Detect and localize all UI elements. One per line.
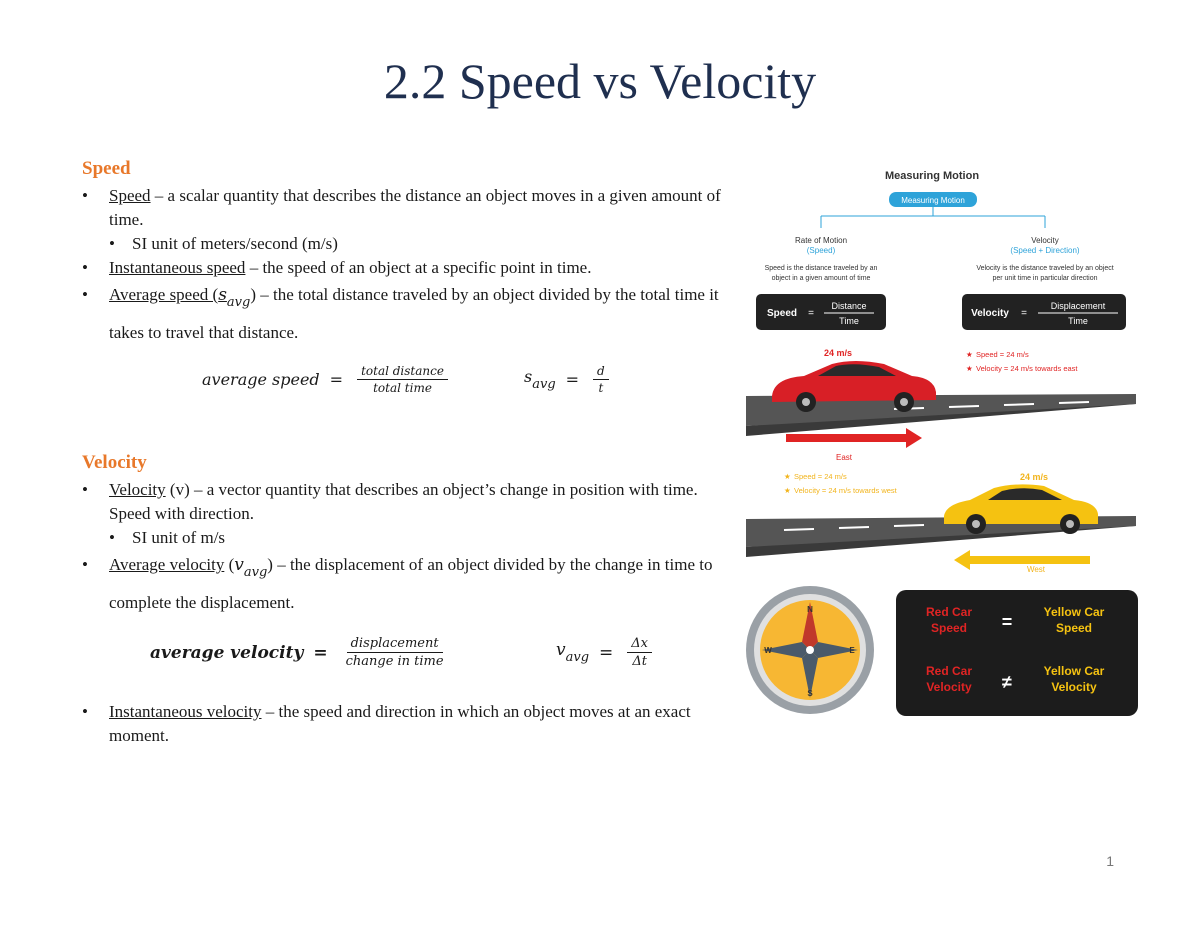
formula-lhs: average velocity xyxy=(150,642,304,663)
bullet-dot: • xyxy=(109,528,115,547)
bullet-dot: • xyxy=(82,258,88,277)
lane-mark xyxy=(839,527,869,528)
measuring-motion-infographic xyxy=(744,164,1142,720)
left-desc-line2: object in a given amount of time xyxy=(771,275,871,282)
average-velocity-open: ( xyxy=(224,555,235,574)
fraction-denominator: total time xyxy=(373,381,432,395)
bullet-dot: • xyxy=(82,702,88,721)
compass-icon xyxy=(746,586,874,714)
average-velocity-bullet xyxy=(82,550,722,618)
v-avg-formula xyxy=(556,636,656,669)
bullet-dot: • xyxy=(109,234,115,253)
left-branch-head: Rate of Motion xyxy=(794,236,848,245)
compass-n: N xyxy=(807,605,813,614)
formula-lhs-subscript: avg xyxy=(565,650,590,665)
infographic-title: Measuring Motion xyxy=(884,170,980,182)
fraction-numerator: Δx xyxy=(627,636,652,653)
box2-den: Time xyxy=(1068,316,1088,326)
box1-den: Time xyxy=(839,316,859,326)
formula-lhs xyxy=(524,367,556,392)
compass-e: E xyxy=(849,646,855,655)
left-branch-sub: (Speed) xyxy=(806,246,836,255)
bullet-dot: • xyxy=(82,186,88,205)
yellow-star-icon: ★ xyxy=(784,486,791,495)
equals-sign: = xyxy=(313,642,328,663)
s-avg-formula xyxy=(524,364,613,395)
red-star-icon: ★ xyxy=(966,364,973,373)
instantaneous-velocity-term: Instantaneous velocity xyxy=(109,702,262,721)
velocity-si-unit-subbullet xyxy=(82,526,722,550)
left-desc-line1: Speed is the distance traveled by an xyxy=(764,265,878,272)
red-car-hub xyxy=(802,398,810,406)
cmp-yellow-speed-2: Speed xyxy=(1055,621,1093,635)
red-car-speed-label: 24 m/s xyxy=(823,348,853,358)
cmp-red-speed-2: Speed xyxy=(930,621,968,635)
bullet-dot: • xyxy=(82,285,88,304)
formula-lhs-symbol: s xyxy=(524,367,533,386)
velocity-definition-text: (v) – a vector quantity that describes an object’s change in position with time. Speed with direction. xyxy=(109,480,698,523)
formula-lhs xyxy=(556,640,589,665)
formula-fraction xyxy=(593,364,609,395)
lane-mark xyxy=(949,406,979,407)
bullet-dot: • xyxy=(82,555,88,574)
lane-mark xyxy=(894,525,924,526)
page-title: 2.2 Speed vs Velocity xyxy=(383,53,817,109)
box2-lhs: Velocity xyxy=(971,308,1009,319)
compass-center xyxy=(806,646,814,654)
yellow-car-hub xyxy=(1066,520,1074,528)
yellow-velocity-text: Velocity = 24 m/s towards west xyxy=(794,486,897,495)
fraction-denominator: Δt xyxy=(632,654,647,669)
box1-num: Distance xyxy=(831,301,867,311)
average-velocity-symbol: v xyxy=(234,555,244,575)
right-desc-line2: per unit time in particular direction xyxy=(992,275,1098,282)
fraction-numerator: total distance xyxy=(357,364,448,380)
lane-mark xyxy=(1004,404,1034,405)
instantaneous-velocity-text: – the speed and direction in which an object moves at an exact moment. xyxy=(109,702,691,745)
box2-num: Displacement xyxy=(1050,301,1106,311)
yellow-star-icon: ★ xyxy=(784,472,791,481)
speed-heading: Speed xyxy=(82,158,131,179)
instantaneous-speed-bullet xyxy=(82,256,722,280)
cmp-red-velocity-2: Velocity xyxy=(926,680,972,694)
red-velocity-text: Velocity = 24 m/s towards east xyxy=(976,364,1078,373)
formula-lhs-symbol: v xyxy=(556,640,566,660)
instantaneous-speed-text: – the speed of an object at a specific point in time. xyxy=(245,258,592,277)
equals-sign: = xyxy=(565,370,580,389)
velocity-bullet-definition xyxy=(82,478,722,526)
speed-term: Speed xyxy=(109,186,151,205)
west-label: West xyxy=(1026,565,1046,574)
average-speed-close: ) xyxy=(250,285,257,304)
cmp-yellow-velocity-2: Velocity xyxy=(1051,680,1097,694)
cmp-red-speed-1: Red Car xyxy=(925,605,973,619)
instantaneous-velocity-list xyxy=(82,700,722,748)
equals-sign: = xyxy=(329,370,344,389)
average-speed-term xyxy=(109,285,251,310)
velocity-bullet-list xyxy=(82,478,722,618)
average-speed-symbol: s xyxy=(218,285,227,305)
yellow-car-speed-label: 24 m/s xyxy=(1019,472,1049,482)
page-number: 1 xyxy=(1106,853,1114,869)
infographic-svg xyxy=(744,164,1142,720)
right-branch-sub: (Speed + Direction) xyxy=(1010,246,1080,255)
average-speed-term-text: Average speed ( xyxy=(109,285,219,304)
equals-sign: = xyxy=(599,642,614,663)
lane-mark xyxy=(1059,402,1089,403)
average-speed-bullet xyxy=(82,280,722,348)
tree-connector xyxy=(821,207,1045,228)
instantaneous-speed-term: Instantaneous speed xyxy=(109,258,246,277)
yellow-speed-text: Speed = 24 m/s xyxy=(794,472,847,481)
cmp-yellow-speed-1: Yellow Car xyxy=(1043,605,1105,619)
average-speed-subscript: avg xyxy=(226,295,251,310)
cmp-yellow-velocity-1: Yellow Car xyxy=(1043,664,1105,678)
lane-mark xyxy=(784,529,814,530)
speed-si-unit-subbullet xyxy=(82,232,722,256)
compass-s: S xyxy=(807,689,813,698)
instantaneous-velocity-bullet xyxy=(82,700,722,748)
speed-bullet-list xyxy=(82,184,722,348)
formula-fraction xyxy=(342,636,448,669)
average-velocity-text: – the displacement of an object divided by the change in time to complete the displacement. xyxy=(109,555,713,612)
average-velocity-term: Average velocity xyxy=(109,555,225,574)
speed-bullet-definition xyxy=(82,184,722,232)
average-speed-text: – the total distance traveled by an object divided by the total time it takes to travel that distance. xyxy=(109,285,719,342)
cmp-equals-icon: = xyxy=(1001,612,1013,632)
east-label: East xyxy=(835,453,853,462)
formula-lhs: average speed xyxy=(202,370,320,389)
cmp-not-equal-icon: ≠ xyxy=(1002,672,1012,692)
velocity-si-unit-text: SI unit of m/s xyxy=(132,528,226,547)
pill-label: Measuring Motion xyxy=(901,196,965,205)
average-velocity-subscript: avg xyxy=(243,565,268,580)
fraction-numerator: d xyxy=(593,364,609,380)
velocity-heading: Velocity xyxy=(82,452,147,473)
fraction-numerator: displacement xyxy=(347,636,443,653)
yellow-car-hub xyxy=(972,520,980,528)
red-speed-text: Speed = 24 m/s xyxy=(976,350,1029,359)
cmp-red-velocity-1: Red Car xyxy=(925,664,973,678)
fraction-denominator: t xyxy=(598,381,604,395)
bullet-dot: • xyxy=(82,480,88,499)
speed-definition-text: – a scalar quantity that describes the distance an object moves in a given amount of time. xyxy=(109,186,721,229)
compass-w: W xyxy=(764,646,772,655)
velocity-term: Velocity xyxy=(109,480,166,499)
west-arrow-icon xyxy=(954,550,1090,570)
fraction-denominator: change in time xyxy=(345,654,444,669)
red-star-icon: ★ xyxy=(966,350,973,359)
box1-lhs: Speed xyxy=(766,308,798,319)
average-velocity-formula xyxy=(150,636,452,669)
right-branch-head: Velocity xyxy=(1031,236,1059,245)
average-speed-formula xyxy=(202,364,452,395)
box1-equals: = xyxy=(808,308,814,319)
right-desc-line1: Velocity is the distance traveled by an object xyxy=(976,265,1114,272)
formula-fraction xyxy=(627,636,652,669)
formula-lhs-subscript: avg xyxy=(532,377,556,392)
box2-equals: = xyxy=(1021,308,1027,319)
average-velocity-close: ) xyxy=(267,555,273,574)
red-car-hub xyxy=(900,398,908,406)
formula-fraction xyxy=(357,364,448,395)
speed-si-unit-text: SI unit of meters/second (m/s) xyxy=(132,234,338,253)
